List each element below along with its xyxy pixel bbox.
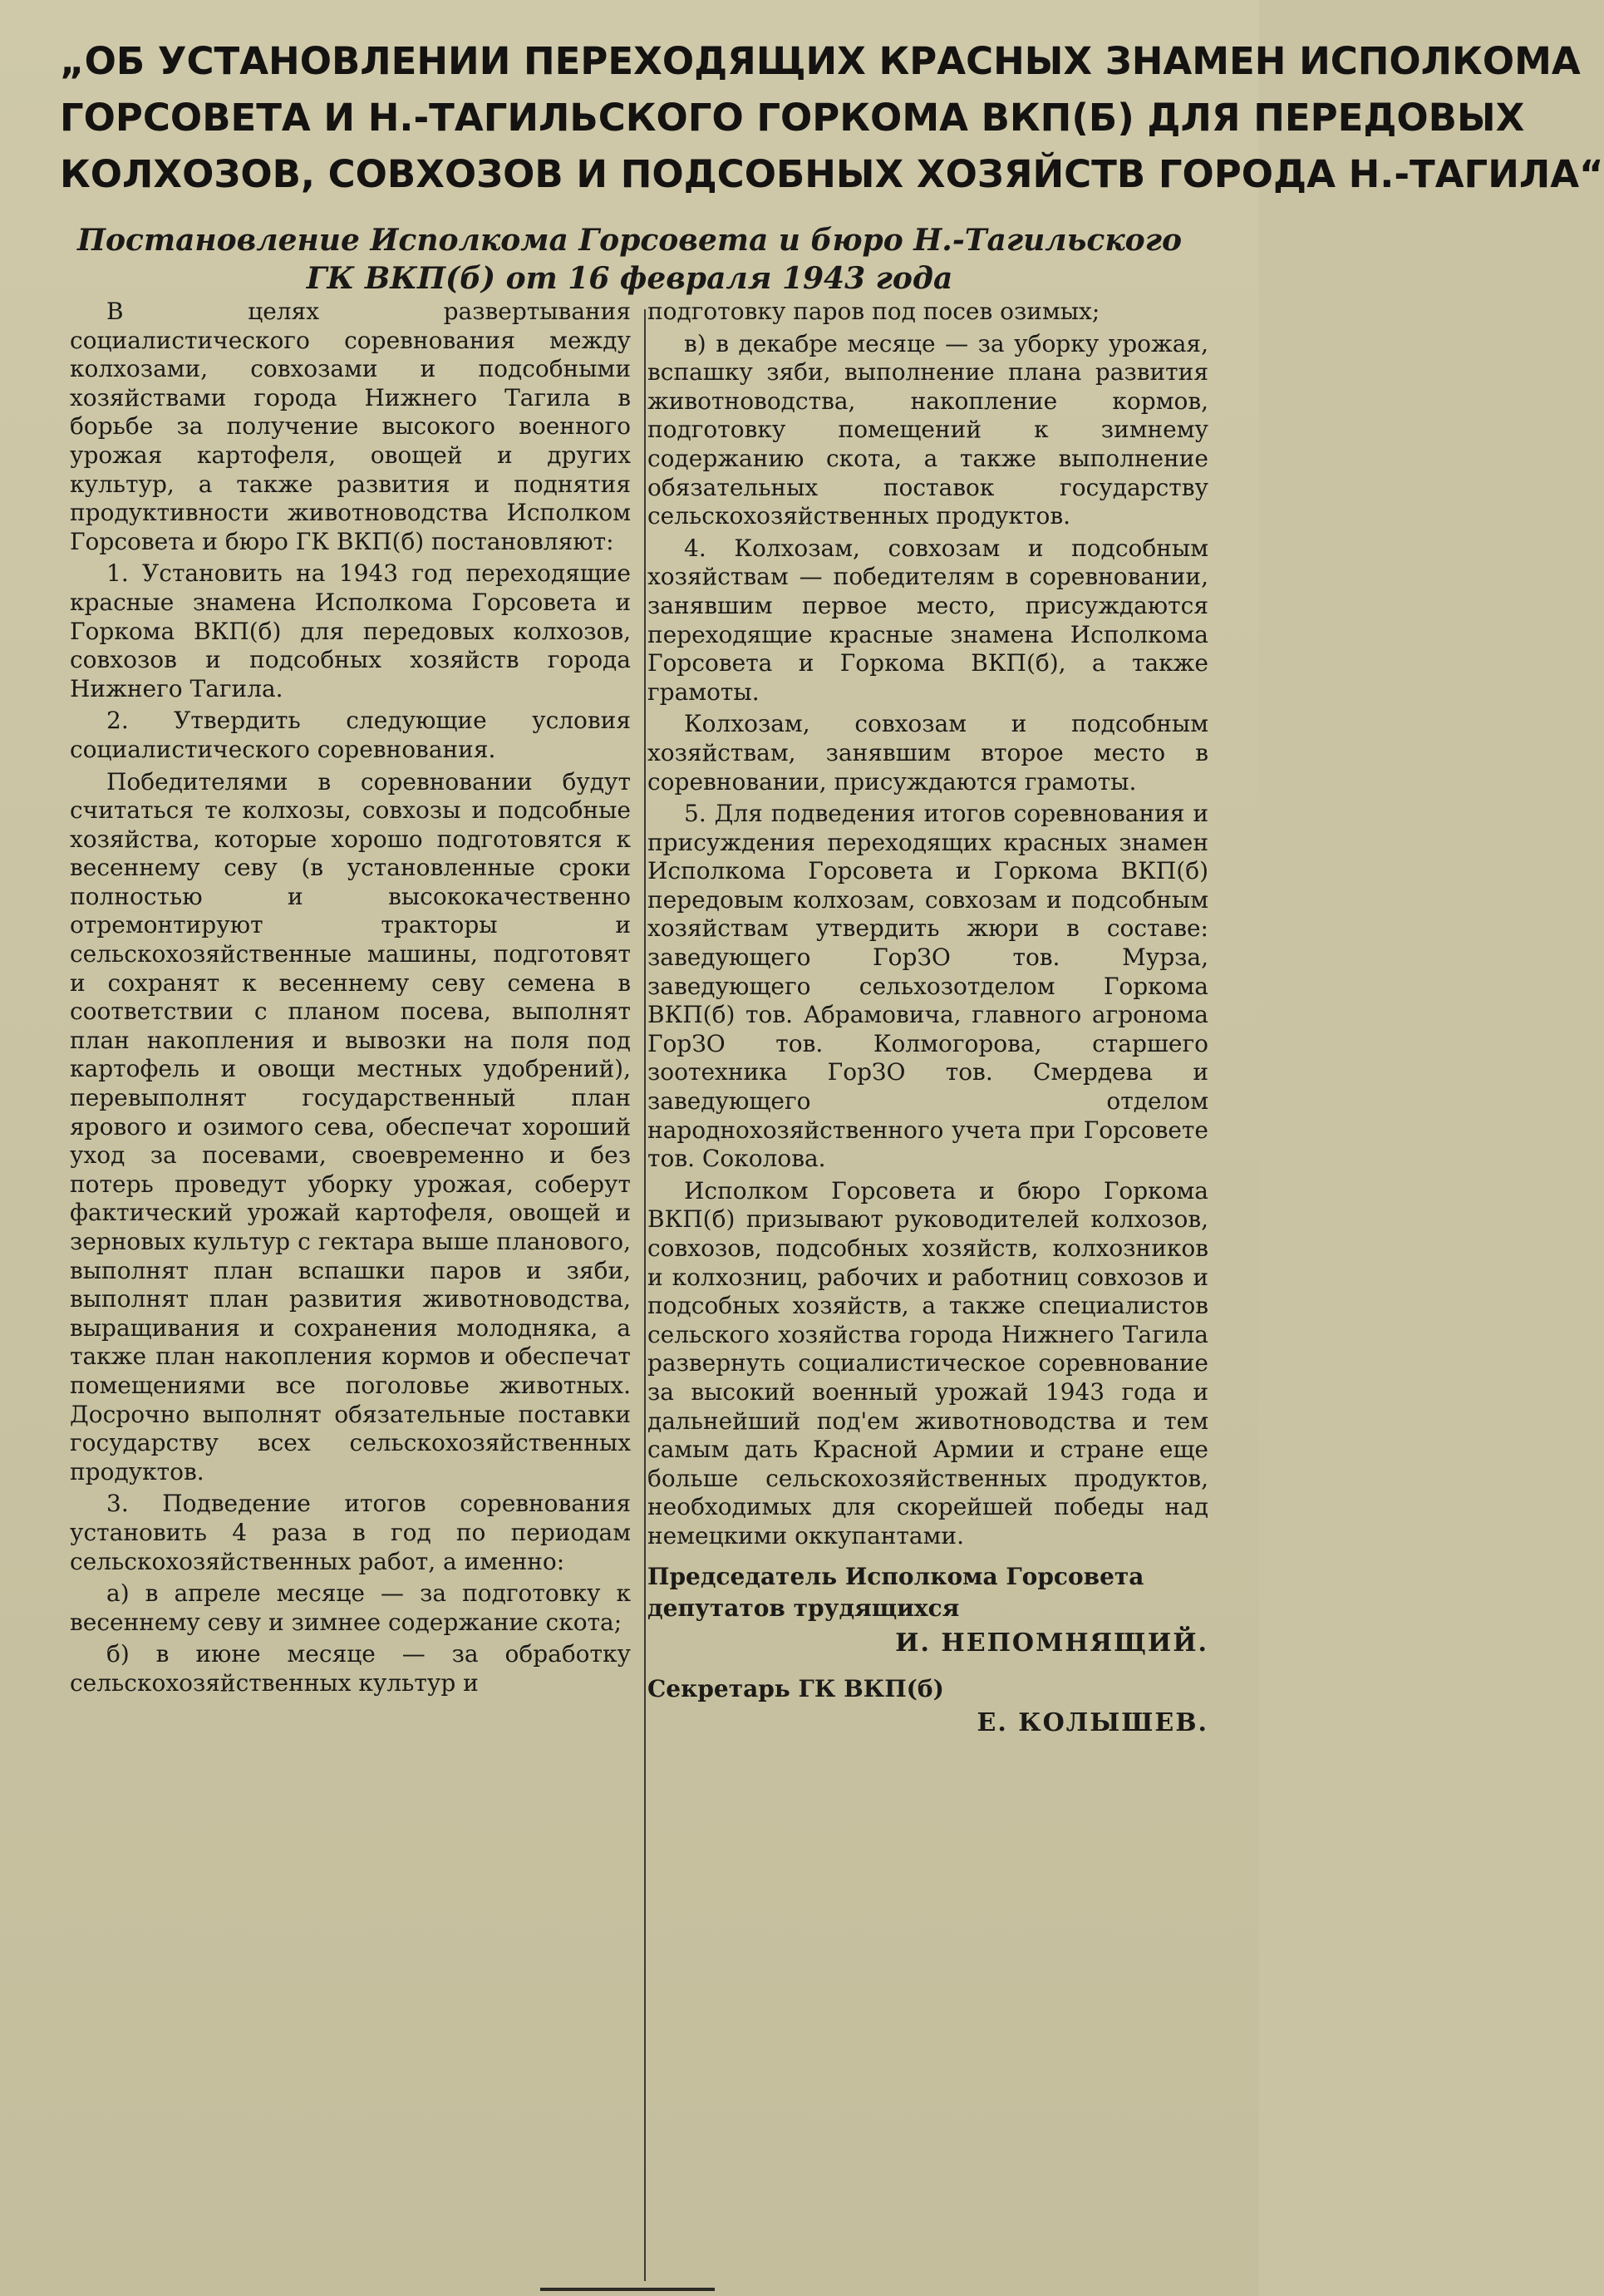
paragraph: Исполком Горсовета и бюро Горкома ВКП(б) призывают руководителей колхозов, совхозов, подсобных хозяйств, колхозников и колхозниц, рабочих и работниц совхозов и подсобных хозяйств, а также специалистов сельского хозяйства города Нижнего Тагила развернуть социалистическое соревнование за высокий военный урожай 1943 года и дальнейший под'ем животноводства и тем самым дать Красной Армии и стране еще больше сельскохозяйственных продуктов, необходимых для скорейшей победы над немецкими оккупантами.: [647, 1176, 1208, 1550]
chairman-name: И. НЕПОМНЯЩИЙ.: [895, 1628, 1208, 1658]
subtitle-line-1: Постановление Исполкома Горсовета и бюро Н.-Тагильского: [77, 223, 1182, 258]
headline: [60, 33, 1604, 203]
paragraph: 1. Установить на 1943 год переходящие красные знамена Исполкома Горсовета и Горкома ВКП(б) для передовых колхозов, совхозов и подсобных хозяйств города Нижнего Тагила.: [70, 559, 631, 702]
paragraph: а) в апреле месяце — за подготовку к весеннему севу и зимнее содержание скота;: [70, 1579, 631, 1636]
chairman-title-line-2: депутатов трудящихся: [647, 1594, 960, 1623]
paragraph: 3. Подведение итогов соревнования установить 4 раза в год по периодам сельскохозяйственных работ, а именно:: [70, 1490, 631, 1575]
paragraph: Колхозам, совхозам и подсобным хозяйствам, занявшим второе место в соревновании, присуждаются грамоты.: [647, 710, 1208, 796]
chairman-title-line-1: Председатель Исполкома Горсовета: [647, 1562, 1144, 1590]
right-column: [647, 298, 1208, 1755]
subtitle-line-2: ГК ВКП(б) от 16 февраля 1943 года: [306, 261, 953, 296]
paragraph: подготовку паров под посев озимых;: [647, 298, 1100, 325]
paragraph: б) в июне месяце — за обработку сельскохозяйственных культур и: [70, 1640, 631, 1697]
signature-block: [647, 1563, 1208, 1741]
headline-line-2: ГОРСОВЕТА И Н.-ТАГИЛЬСКОГО ГОРКОМА ВКП(Б) ДЛЯ ПЕРЕДОВЫХ: [60, 96, 1525, 140]
subtitle: [60, 221, 1199, 298]
secretary-name: Е. КОЛЫШЕВ.: [977, 1708, 1208, 1738]
left-column: [70, 298, 631, 1755]
headline-line-1: „ОБ УСТАНОВЛЕНИИ ПЕРЕХОДЯЩИХ КРАСНЫХ ЗНАМЕН ИСПОЛКОМА: [60, 39, 1581, 83]
paragraph: 4. Колхозам, совхозам и подсобным хозяйствам — победителям в соревновании, занявшим первое место, присуждаются переходящие красные знамена Исполкома Горсовета и Горкома ВКП(б), а также грамоты.: [647, 534, 1208, 706]
paragraph: Победителями в соревновании будут считаться те колхозы, совхозы и подсобные хозяйства, которые хорошо подготовятся к весеннему севу (в установленные сроки полностью и высококачественно отремонтируют тракторы и сельскохозяйственные машины, подготовят и сохранят к весеннему севу семена в соответствии с планом посева, выполнят план накопления и вывозки на поля под картофель и овощи местных удобрений), перевыполнят государственный план ярового и озимого сева, обеспечат хороший уход за посевами, своевременно и без потерь проведут уборку урожая, соберут фактический урожай картофеля, овощей и зерновых культур с гектара выше планового, выполнят план вспашки паров и зяби, выполнят план развития животноводства, выращивания и сохранения молодняка, а также план накопления кормов и обеспечат помещениями все поголовье животных. Досрочно выполнят обязательные поставки государству всех сельскохозяйственных продуктов.: [70, 767, 631, 1486]
paragraph: 5. Для подведения итогов соревнования и присуждения переходящих красных знамен Исполкома Горсовета и Горкома ВКП(б) передовым колхозам, совхозам и подсобным хозяйствам утвердить жюри в составе: заведующего ГорЗО тов. Мурза, заведующего сельхозотделом Горкома ВКП(б) тов. Абрамовича, главного агронома ГорЗО тов. Колмогорова, старшего зоотехника ГорЗО тов. Смердева и заведующего отделом народнохозяйственного учета при Горсовете тов. Соколова.: [647, 800, 1208, 1173]
article-body: [70, 298, 1208, 1755]
paragraph: 2. Утвердить следующие условия социалистического соревнования.: [70, 707, 631, 763]
paragraph: в) в декабре месяце — за уборку урожая, вспашку зяби, выполнение плана развития животноводства, накопление кормов, подготовку помещений к зимнему содержанию скота, а также выполнение обязательных поставок государству сельскохозяйственных продуктов.: [647, 329, 1208, 530]
headline-line-3: КОЛХОЗОВ, СОВХОЗОВ И ПОДСОБНЫХ ХОЗЯЙСТВ ГОРОДА Н.-ТАГИЛА“: [60, 152, 1604, 196]
secretary-title: Секретарь ГК ВКП(б): [647, 1674, 944, 1702]
paragraph: В целях развертывания социалистического соревнования между колхозами, совхозами и подсобными хозяйствами города Нижнего Тагила в борьбе за получение высокого военного урожая картофеля, овощей и других культур, а также развития и поднятия продуктивности животноводства Исполком Горсовета и бюро ГК ВКП(б) постановляют:: [70, 298, 631, 555]
bottom-divider: [540, 2288, 715, 2291]
